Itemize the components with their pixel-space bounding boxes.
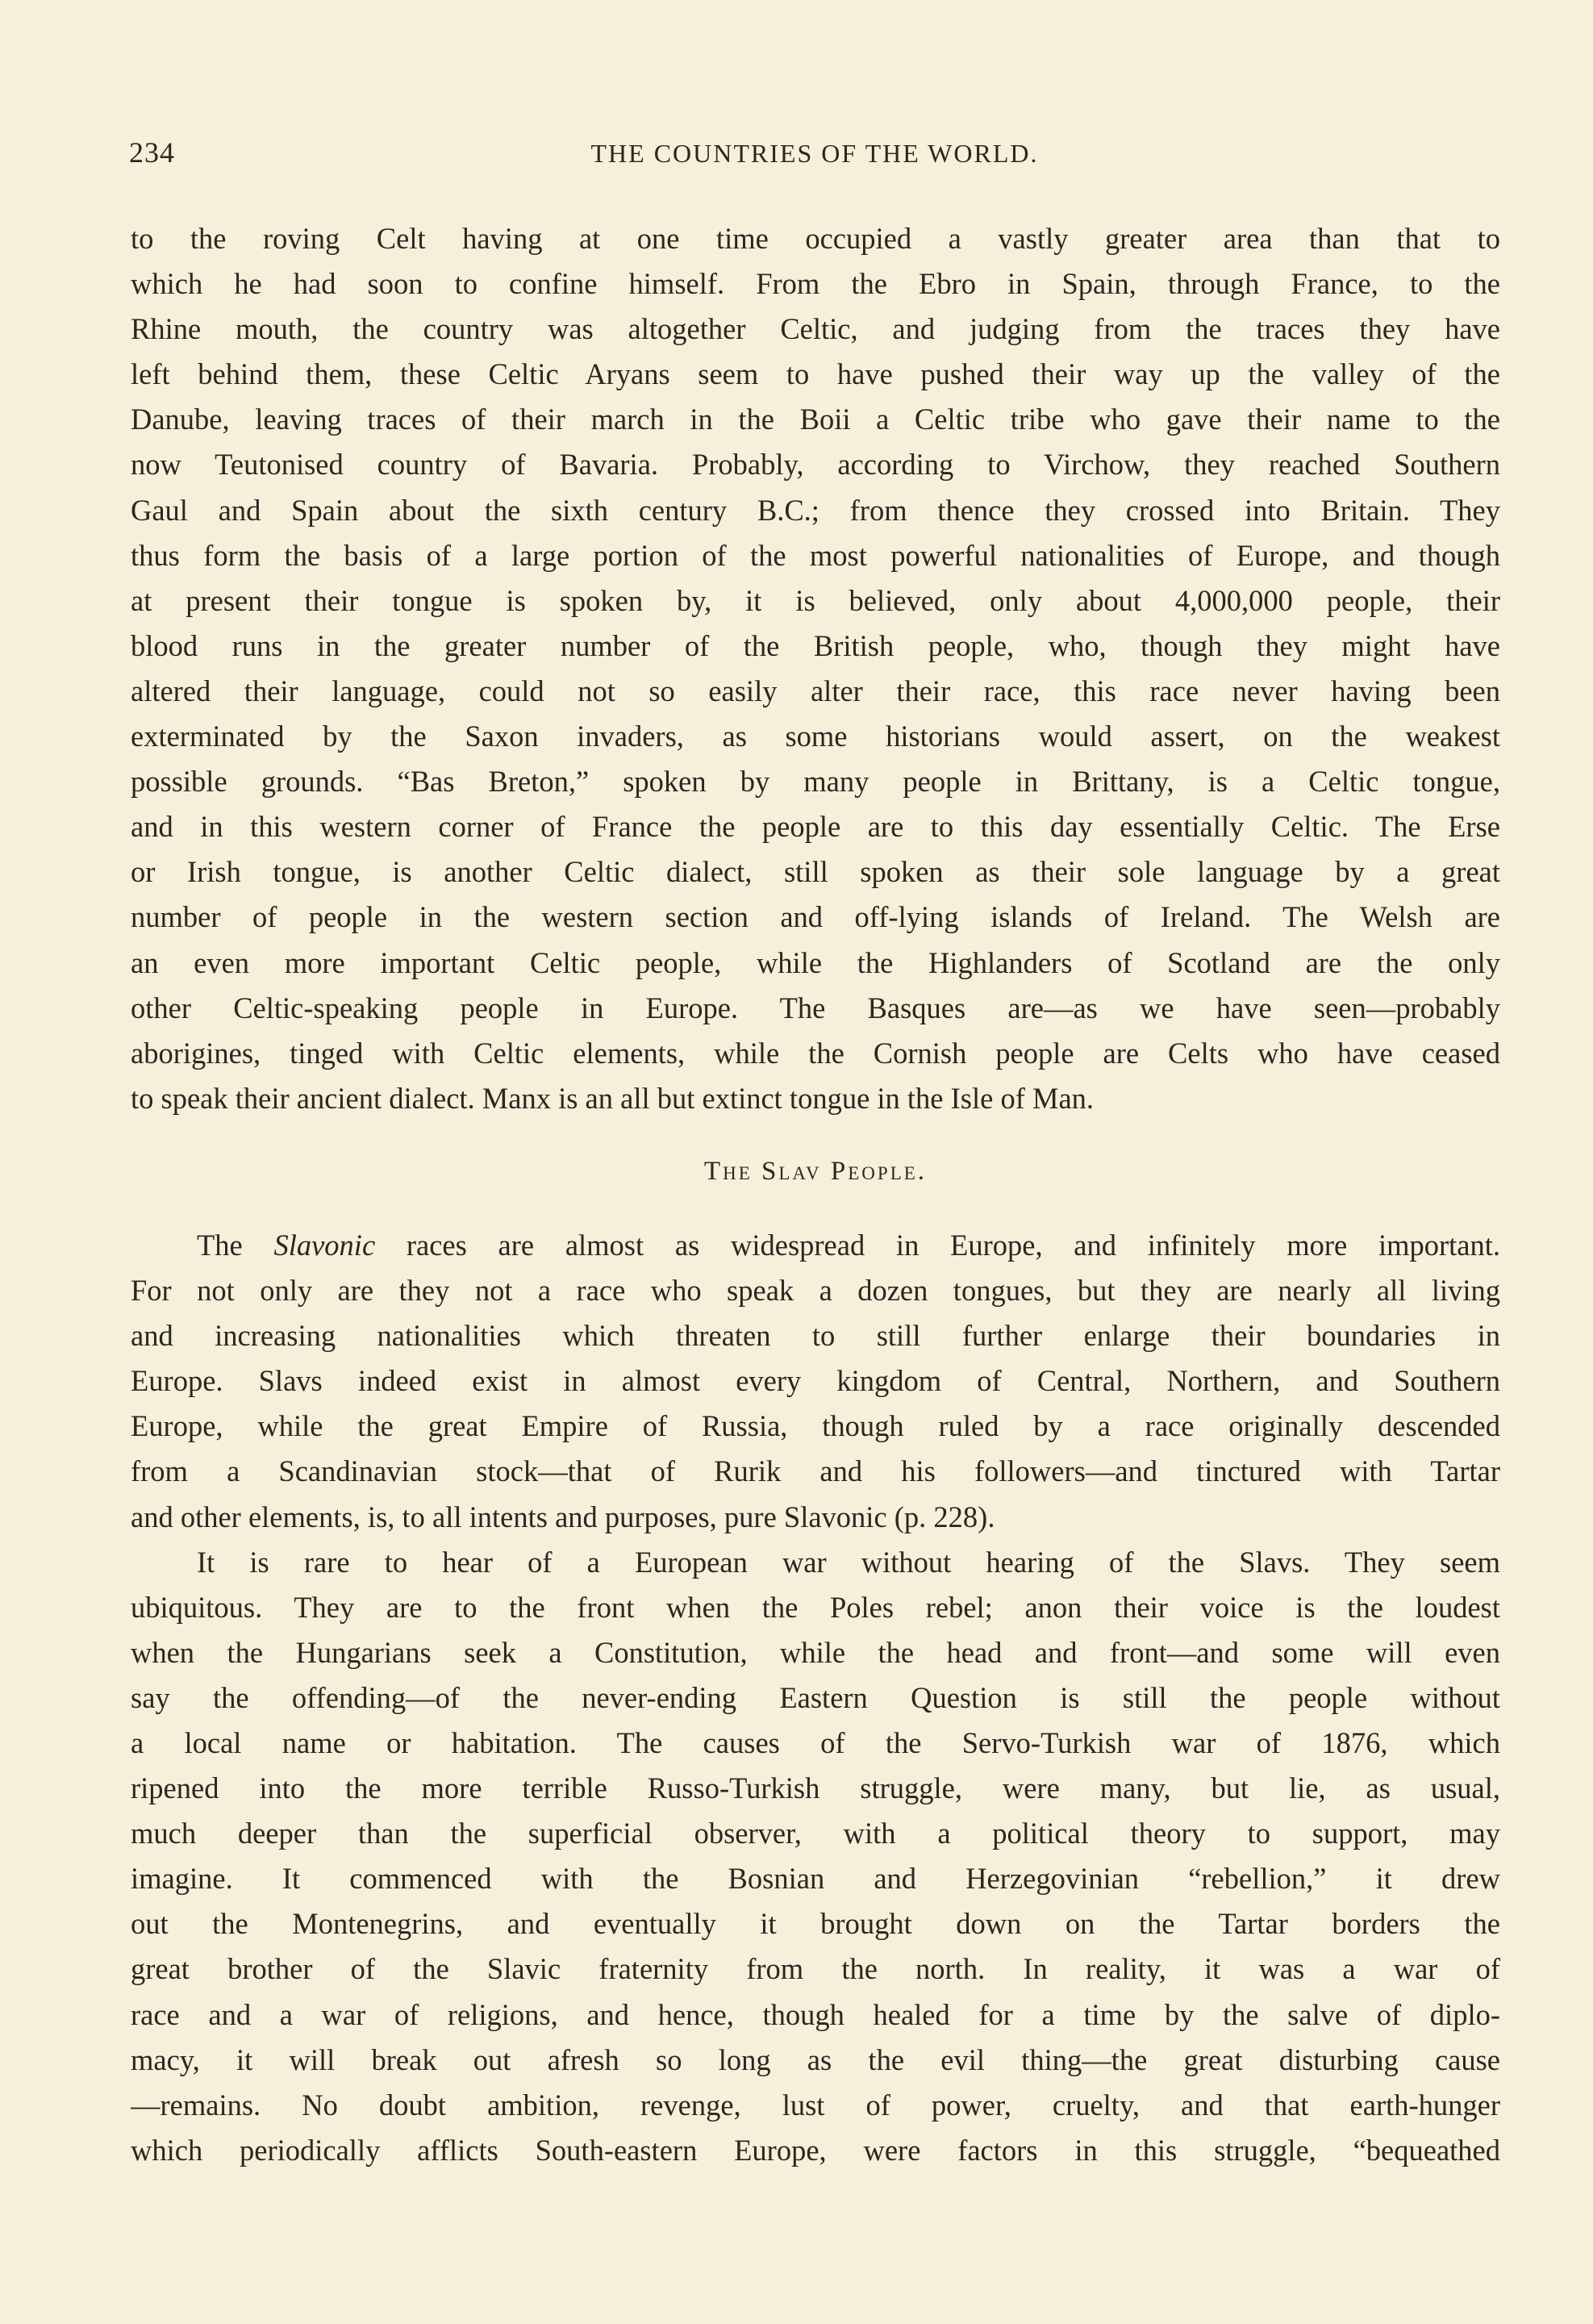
text-line: left behind them, these Celtic Aryans seem to have pushed their way up the valley of the — [131, 357, 1500, 391]
text-line: from a Scandinavian stock—that of Rurik and his followers—and tinctured with Tartar — [131, 1454, 1500, 1488]
text-line: blood runs in the greater number of the British people, who, though they might have — [131, 628, 1500, 662]
lead-word: The — [197, 1228, 243, 1262]
text-line: Gaul and Spain about the sixth century B.C.; from thence they crossed into Britain. They — [131, 493, 1500, 527]
text-line: ripened into the more terrible Russo-Turkish struggle, were many, but lie, as usual, — [131, 1771, 1500, 1805]
text-line: to the roving Celt having at one time occupied a vastly greater area than that to — [131, 222, 1500, 255]
text-line: —remains. No doubt ambition, revenge, lust of power, cruelty, and that earth-hunger — [131, 2088, 1500, 2122]
text-line: altered their language, could not so easily alter their race, this race never having been — [131, 674, 1500, 707]
text-line: other Celtic-speaking people in Europe. The Basques are—as we have seen—probably — [131, 991, 1500, 1024]
text-line: exterminated by the Saxon invaders, as some historians would assert, on the weakest — [131, 720, 1500, 753]
text-line: and in this western corner of France the people are to this day essentially Celtic. The Erse — [131, 810, 1500, 844]
page-number: 234 — [129, 136, 175, 169]
italic-term: Slavonic — [273, 1228, 376, 1262]
text-line: Europe, while the great Empire of Russia, though ruled by a race originally descended — [131, 1409, 1500, 1443]
text-line: It is rare to hear of a European war without hearing of the Slavs. They seem — [197, 1545, 1500, 1579]
text-line: now Teutonised country of Bavaria. Probably, according to Virchow, they reached Southern — [131, 448, 1500, 482]
text-line: when the Hungarians seek a Constitution, while the head and front—and some will even — [131, 1635, 1500, 1669]
paragraph-slavonic — [131, 1223, 1500, 1540]
text-line: much deeper than the superficial observer, with a political theory to support, may — [131, 1817, 1500, 1850]
text-line: or Irish tongue, is another Celtic dialect, still spoken as their sole language by a great — [131, 855, 1500, 889]
text-line: Europe. Slavs indeed exist in almost every kingdom of Central, Northern, and Southern — [131, 1364, 1500, 1398]
text-line: Danube, leaving traces of their march in the Boii a Celtic tribe who gave their name to the — [131, 403, 1500, 436]
text-line: Rhine mouth, the country was altogether Celtic, and judging from the traces they have — [131, 312, 1500, 346]
text-line: aborigines, tinged with Celtic elements, while the Cornish people are Celts who have ceased — [131, 1036, 1500, 1070]
line-rest: races are almost as widespread in Europe, and infinitely more important. — [406, 1228, 1500, 1262]
text-line: macy, it will break out afresh so long as the evil thing—the great disturbing cause — [131, 2042, 1500, 2076]
text-line: race and a war of religions, and hence, though healed for a time by the salve of diplo- — [131, 1997, 1500, 2031]
paragraph-celts — [131, 216, 1500, 1121]
running-head — [129, 136, 1500, 176]
text-line: ubiquitous. They are to the front when the Poles rebel; anon their voice is the loudest — [131, 1590, 1500, 1624]
text-line: say the offending—of the never-ending Eastern Question is still the people without — [131, 1680, 1500, 1714]
text-line: which he had soon to confine himself. From the Ebro in Spain, through France, to the — [131, 267, 1500, 301]
text-line: which periodically afflicts South-eastern Europe, were factors in this struggle, “bequeathed — [131, 2133, 1500, 2167]
text-line: thus form the basis of a large portion of the most powerful nationalities of Europe, and though — [131, 538, 1500, 572]
text-line: possible grounds. “Bas Breton,” spoken by many people in Brittany, is a Celtic tongue, — [131, 765, 1500, 799]
body-text — [131, 216, 1500, 2173]
text-line: to speak their ancient dialect. Manx is an all but extinct tongue in the Isle of Man. — [131, 1081, 1095, 1115]
running-title: THE COUNTRIES OF THE WORLD. — [590, 139, 1039, 168]
text-line: imagine. It commenced with the Bosnian and Herzegovinian “rebellion,” it drew — [131, 1862, 1500, 1896]
section-heading: The Slav People. — [703, 1156, 928, 1186]
text-line: an even more important Celtic people, while the Highlanders of Scotland are the only — [131, 945, 1500, 979]
text-line: a local name or habitation. The causes of the Servo-Turkish war of 1876, which — [131, 1726, 1500, 1759]
text-line: and increasing nationalities which threaten to still further enlarge their boundaries in — [131, 1319, 1500, 1353]
text-line: number of people in the western section and off-lying islands of Ireland. The Welsh are — [131, 900, 1500, 934]
text-line: out the Montenegrins, and eventually it brought down on the Tartar borders the — [131, 1907, 1500, 1941]
text-line: For not only are they not a race who speak a dozen tongues, but they are nearly all living — [131, 1274, 1500, 1308]
paragraph-slav-wars — [131, 1540, 1500, 2173]
text-line — [131, 1223, 1500, 1268]
text-line: and other elements, is, to all intents and purposes, pure Slavonic (p. 228). — [131, 1500, 995, 1533]
text-line: at present their tongue is spoken by, it is believed, only about 4,000,000 people, their — [131, 583, 1500, 617]
text-line: great brother of the Slavic fraternity from the north. In reality, it was a war of — [131, 1952, 1500, 1986]
